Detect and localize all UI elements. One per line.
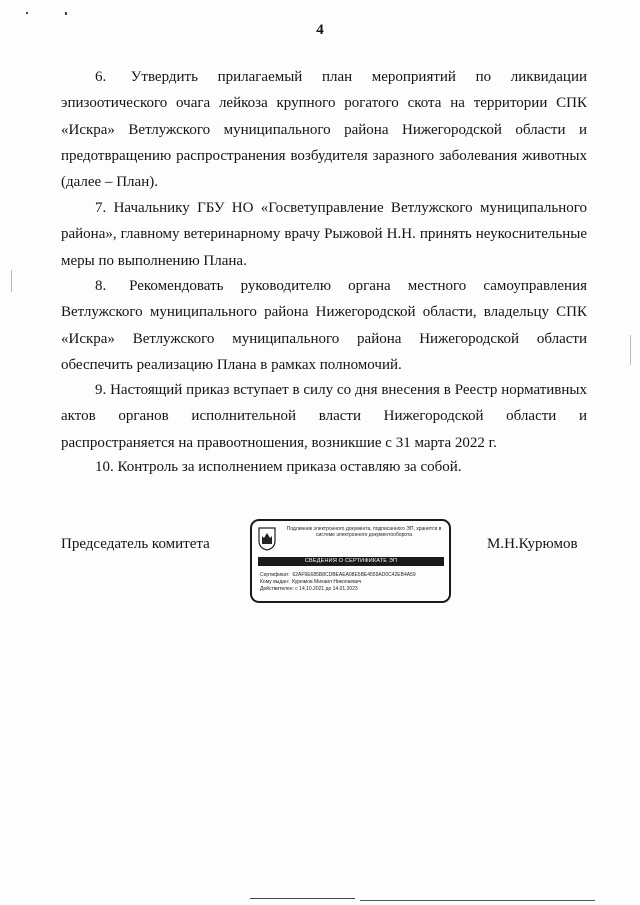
paragraph-10-text: 10. Контроль за исполнением приказа оставляю за собой. <box>95 459 462 475</box>
stamp-notice: Подлинник электронного документа, подписанного ЭП, хранится в системе электронного документооборота <box>286 526 442 538</box>
paragraph-9 <box>61 377 587 456</box>
electronic-signature-stamp <box>250 519 451 603</box>
paragraph-6 <box>61 64 587 195</box>
paragraph-7-text: 7. Начальнику ГБУ НО «Госветуправление Ветлужского муниципального района», главному ветеринарному врачу Рыжовой Н.Н. принять неукоснительные меры по выполнению Плана. <box>61 200 587 269</box>
signer-name: М.Н.Курюмов <box>487 536 578 552</box>
paragraph-10 <box>61 454 587 480</box>
paragraph-8 <box>61 273 587 378</box>
stamp-validity: Действителен: с 14.10.2021 до 14.01.2023 <box>260 586 358 592</box>
paragraph-9-text: 9. Настоящий приказ вступает в силу со дня внесения в Реестр нормативных актов органов исполнительной власти Нижегородской области и распространяется на правоотношения, возникшие с 31 марта 2022 г. <box>61 382 587 451</box>
paragraph-6-text: 6. Утвердить прилагаемый план мероприятий по ликвидации эпизоотического очага лейкоза крупного рогатого скота на территории СПК «Искра» Ветлужского муниципального района Нижегородской области и предотвращению распространения возбудителя заразного заболевания животных (далее – План). <box>61 69 587 191</box>
stamp-header: СВЕДЕНИЯ О СЕРТИФИКАТЕ ЭП <box>258 557 444 566</box>
paragraph-8-text: 8. Рекомендовать руководителю органа местного самоуправления Ветлужского муниципального района Нижегородской области, владельцу СПК «Искра» Ветлужского муниципального района Нижегородской области обеспечить реализацию Плана в рамках полномочий. <box>61 278 587 373</box>
paragraph-7 <box>61 195 587 274</box>
page-number: 4 <box>316 22 324 38</box>
signer-position: Председатель комитета <box>61 536 210 552</box>
coat-of-arms-icon <box>258 527 276 551</box>
stamp-certificate: Сертификат: 62AF9E685B8CDBEAEA08E5BE4559AD0C42EB4A59 <box>260 572 416 578</box>
stamp-issued-to: Кому выдан: Курюмов Михаил Николаевич <box>260 579 362 585</box>
